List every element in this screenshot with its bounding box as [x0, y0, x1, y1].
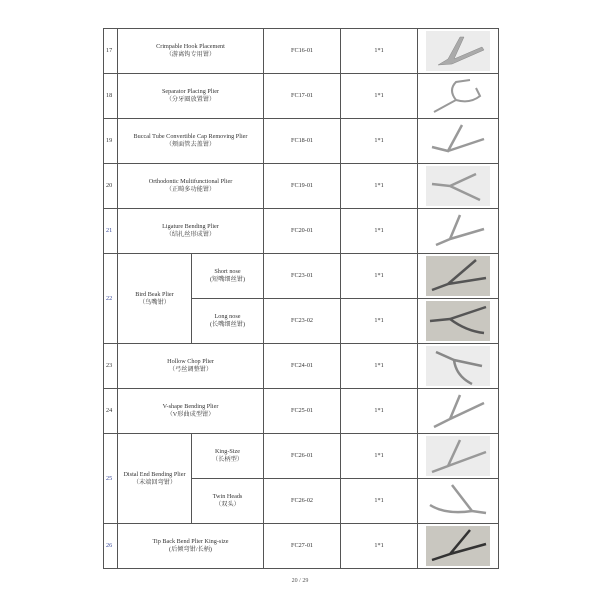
row-number: 22	[104, 254, 118, 344]
product-image-cell	[418, 29, 499, 74]
product-name: Orthodontic Multifunctional Plier （正畸多功能钳）	[118, 164, 264, 209]
product-code: FC16-01	[264, 29, 341, 74]
product-name: Bird Beak Plier （鸟嘴钳）	[118, 254, 192, 344]
variant-name: Long nose (长嘴细丝钳)	[192, 299, 264, 344]
product-qty: 1*1	[341, 74, 418, 119]
product-image-cell	[418, 209, 499, 254]
row-number: 19	[104, 119, 118, 164]
product-table	[103, 28, 499, 569]
product-qty: 1*1	[341, 119, 418, 164]
plier-image	[426, 436, 490, 476]
row-number: 17	[104, 29, 118, 74]
product-name: Separator Placing Plier （分牙圈放置钳）	[118, 74, 264, 119]
plier-image	[426, 121, 490, 161]
product-code: FC24-01	[264, 344, 341, 389]
product-qty: 1*1	[341, 389, 418, 434]
product-image-cell	[418, 524, 499, 569]
product-name: Hollow Chop Plier （弓丝调整钳）	[118, 344, 264, 389]
plier-image	[426, 211, 490, 251]
product-code: FC17-01	[264, 74, 341, 119]
product-image-cell	[418, 344, 499, 389]
table-row	[104, 524, 499, 569]
product-code: FC26-01	[264, 434, 341, 479]
table-row	[104, 389, 499, 434]
row-number: 26	[104, 524, 118, 569]
product-qty: 1*1	[341, 164, 418, 209]
table-row	[104, 209, 499, 254]
product-qty: 1*1	[341, 29, 418, 74]
plier-image	[426, 346, 490, 386]
variant-name: King-Size （长柄型）	[192, 434, 264, 479]
product-image-cell	[418, 479, 499, 524]
plier-image	[426, 526, 490, 566]
plier-image	[426, 76, 490, 116]
table-row	[104, 119, 499, 164]
table-row	[104, 74, 499, 119]
product-name: Buccal Tube Convertible Cap Removing Plier （颊面管去盖钳）	[118, 119, 264, 164]
product-image-cell	[418, 389, 499, 434]
product-qty: 1*1	[341, 524, 418, 569]
product-image-cell	[418, 434, 499, 479]
table-row	[104, 344, 499, 389]
product-image-cell	[418, 299, 499, 344]
product-code: FC23-02	[264, 299, 341, 344]
product-name: Crimpable Hook Placement （游离钩专用钳）	[118, 29, 264, 74]
plier-image	[426, 256, 490, 296]
product-code: FC18-01	[264, 119, 341, 164]
product-code: FC23-01	[264, 254, 341, 299]
product-name: V-shape Bending Plier （V形曲成型钳）	[118, 389, 264, 434]
product-code: FC20-01	[264, 209, 341, 254]
product-code: FC25-01	[264, 389, 341, 434]
table-row	[104, 254, 499, 299]
product-qty: 1*1	[341, 479, 418, 524]
row-number: 21	[104, 209, 118, 254]
product-image-cell	[418, 74, 499, 119]
page-number: 20 / 29	[291, 578, 309, 584]
plier-image	[426, 31, 490, 71]
table-row	[104, 164, 499, 209]
product-name: Distal End Bending Plier （末端回弯钳）	[118, 434, 192, 524]
row-number: 20	[104, 164, 118, 209]
product-code: FC26-02	[264, 479, 341, 524]
product-qty: 1*1	[341, 299, 418, 344]
product-image-cell	[418, 164, 499, 209]
product-qty: 1*1	[341, 209, 418, 254]
product-code: FC27-01	[264, 524, 341, 569]
table-row	[104, 29, 499, 74]
plier-image	[426, 301, 490, 341]
product-name: Ligature Bending Plier （结扎丝形成钳）	[118, 209, 264, 254]
product-image-cell	[418, 254, 499, 299]
product-image-cell	[418, 119, 499, 164]
row-number: 18	[104, 74, 118, 119]
product-qty: 1*1	[341, 344, 418, 389]
row-number: 25	[104, 434, 118, 524]
product-name: Tip Back Bend Plier King-size (后倾弯钳/长柄)	[118, 524, 264, 569]
plier-image	[426, 166, 490, 206]
product-code: FC19-01	[264, 164, 341, 209]
row-number: 24	[104, 389, 118, 434]
variant-name: Twin Heads （双头）	[192, 479, 264, 524]
table-row	[104, 434, 499, 479]
plier-image	[426, 481, 490, 521]
row-number: 23	[104, 344, 118, 389]
variant-name: Short nose (短嘴细丝钳)	[192, 254, 264, 299]
product-qty: 1*1	[341, 434, 418, 479]
plier-image	[426, 391, 490, 431]
product-qty: 1*1	[341, 254, 418, 299]
